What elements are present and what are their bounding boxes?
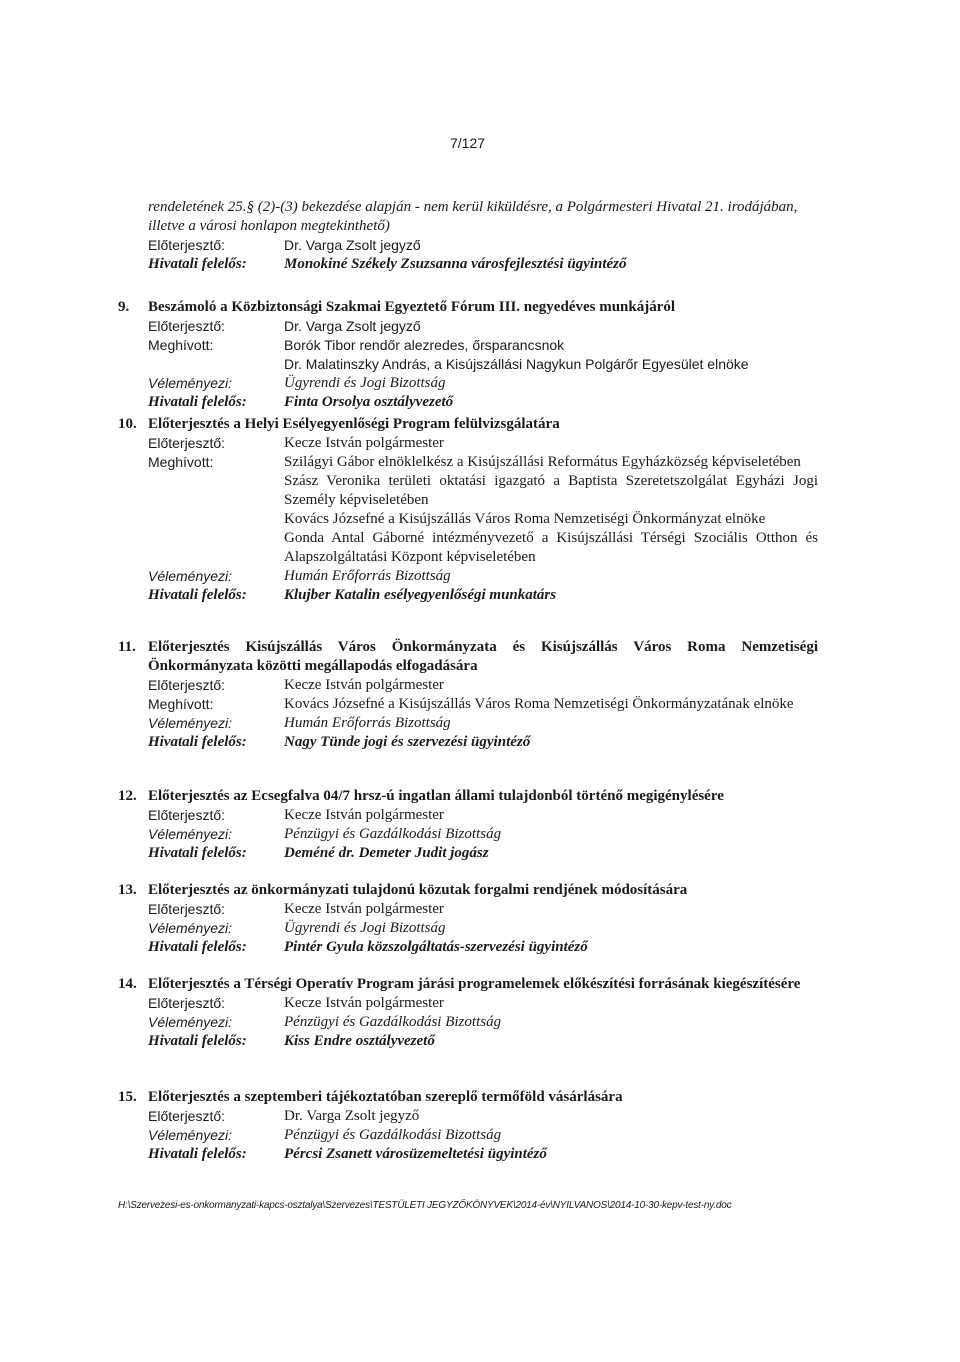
item-number: 13. [118,882,137,898]
presenter-label: Előterjesztő: [148,435,226,451]
opinion-value: Pénzügyi és Gazdálkodási Bizottság [284,1014,502,1030]
presenter-value: Dr. Varga Zsolt jegyző [284,237,421,253]
intro-presenter-row [148,236,818,255]
opinion-label: Véleményezi: [148,715,233,731]
agenda-item-13 [118,881,818,957]
responsible-label: Hivatali felelős: [148,587,247,603]
agenda-item-11 [118,638,818,752]
presenter-label: Előterjesztő: [148,318,226,334]
item-number: 15. [118,1089,137,1105]
invited-label: Meghívott: [148,696,214,712]
agenda-item-10 [118,415,818,605]
page-number: 7/127 [450,135,486,151]
presenter-label: Előterjesztő: [148,995,226,1011]
opinion-label: Véleményezi: [148,1127,233,1143]
item-number: 10. [118,416,137,432]
invited-person: Gonda Antal Gáborné intézményvezető a Kisújszállási Térségi Szociális Otthon és Alapszolgáltatási Központ képviseletében [284,530,818,565]
presenter-value: Dr. Varga Zsolt jegyző [284,318,421,334]
item-number: 12. [118,788,137,804]
presenter-label: Előterjesztő: [148,901,226,917]
presenter-value: Kecze István polgármester [284,807,444,823]
responsible-label: Hivatali felelős: [148,394,247,410]
responsible-value: Finta Orsolya osztályvezető [284,394,454,410]
presenter-label: Előterjesztő: [148,807,226,823]
responsible-label: Hivatali felelős: [148,1146,247,1162]
opinion-label: Véleményezi: [148,568,233,584]
intro-responsible-row [148,255,818,274]
intro-continuation-text: rendeletének 25.§ (2)-(3) bekezdése alapján - nem kerül kiküldésre, a Polgármesteri Hivatal 21. irodájában, illetve a városi honlapon megtekinthető) [148,199,798,234]
presenter-value: Kecze István polgármester [284,901,444,917]
item-title: Beszámoló a Közbiztonsági Szakmai Egyeztető Fórum III. negyedéves munkájáról [148,299,676,315]
responsible-value: Nagy Tünde jogi és szervezési ügyintéző [284,734,531,750]
responsible-value: Kiss Endre osztályvezető [284,1033,435,1049]
invited-label: Meghívott: [148,454,214,470]
invited-person: Dr. Malatinszky András, a Kisújszállási Nagykun Polgárőr Egyesület elnöke [284,356,749,372]
opinion-label: Véleményezi: [148,920,233,936]
responsible-label: Hivatali felelős: [148,1033,247,1049]
intro-continuation-block [148,198,818,274]
responsible-value: Pércsi Zsanett városüzemeltetési ügyintéző [284,1146,547,1162]
presenter-label: Előterjesztő: [148,1108,226,1124]
responsible-label: Hivatali felelős: [148,845,247,861]
opinion-value: Pénzügyi és Gazdálkodási Bizottság [284,826,502,842]
opinion-value: Pénzügyi és Gazdálkodási Bizottság [284,1127,502,1143]
item-title: Előterjesztés a Térségi Operatív Program járási programelemek előkészítési forrásának kiegészítésére [148,976,801,992]
invited-person: Kovács Józsefné a Kisújszállás Város Roma Nemzetiségi Önkormányzatának elnöke [284,696,794,712]
item-title: Előterjesztés Kisújszállás Város Önkormányzata és Kisújszállás Város Roma Nemzetiségi Önkormányzata közötti megállapodás elfogadására [148,639,818,674]
presenter-value: Dr. Varga Zsolt jegyző [284,1108,420,1124]
presenter-value: Kecze István polgármester [284,677,444,693]
invited-label: Meghívott: [148,337,214,353]
item-title: Előterjesztés az Ecsegfalva 04/7 hrsz-ú ingatlan állami tulajdonból történő megigénylésére [148,788,724,804]
presenter-value: Kecze István polgármester [284,435,444,451]
opinion-label: Véleményezi: [148,375,233,391]
agenda-item-14 [118,975,818,1051]
responsible-label: Hivatali felelős: [148,256,247,272]
item-number: 14. [118,976,137,992]
responsible-label: Hivatali felelős: [148,734,247,750]
responsible-value: Deméné dr. Demeter Judit jogász [284,845,489,861]
opinion-value: Humán Erőforrás Bizottság [284,568,451,584]
responsible-value: Klujber Katalin esélyegyenlőségi munkatárs [284,587,557,603]
responsible-label: Hivatali felelős: [148,939,247,955]
opinion-value: Ügyrendi és Jogi Bizottság [284,920,446,936]
responsible-value: Pintér Gyula közszolgáltatás-szervezési ügyintéző [284,939,588,955]
presenter-label: Előterjesztő: [148,677,226,693]
invited-person: Szilágyi Gábor elnöklelkész a Kisújszállási Református Egyházközség képviseletében [284,454,801,470]
item-number: 9. [118,299,130,315]
responsible-value: Monokiné Székely Zsuzsanna városfejlesztési ügyintéző [284,256,627,272]
item-title: Előterjesztés a Helyi Esélyegyenlőségi Program felülvizsgálatára [148,416,560,432]
item-title: Előterjesztés a szeptemberi tájékoztatóban szereplő termőföld vásárlására [148,1089,623,1105]
invited-person: Kovács Józsefné a Kisújszállás Város Roma Nemzetiségi Önkormányzat elnöke [284,511,766,527]
opinion-label: Véleményezi: [148,826,233,842]
item-title: Előterjesztés az önkormányzati tulajdonú közutak forgalmi rendjének módosítására [148,882,688,898]
agenda-item-15 [118,1088,818,1164]
presenter-value: Kecze István polgármester [284,995,444,1011]
item-number: 11. [118,639,136,655]
opinion-value: Ügyrendi és Jogi Bizottság [284,375,446,391]
document-file-path: H:\Szervezesi-es-onkormanyzati-kapcs-osztalya\Szervezes\TESTÜLETI JEGYZŐKÖNYVEK\2014-év\NYILVANOS\2014-10-30-kepv-test-ny.doc [118,1200,732,1211]
presenter-label: Előterjesztő: [148,237,226,253]
agenda-item-12 [118,787,818,863]
agenda-item-9 [118,298,818,412]
invited-person: Borók Tibor rendőr alezredes, őrsparancsnok [284,337,565,353]
opinion-label: Véleményezi: [148,1014,233,1030]
invited-person: Szász Veronika területi oktatási igazgató a Baptista Szeretetszolgálat Egyházi Jogi Személy képviseletében [284,473,818,508]
opinion-value: Humán Erőforrás Bizottság [284,715,451,731]
